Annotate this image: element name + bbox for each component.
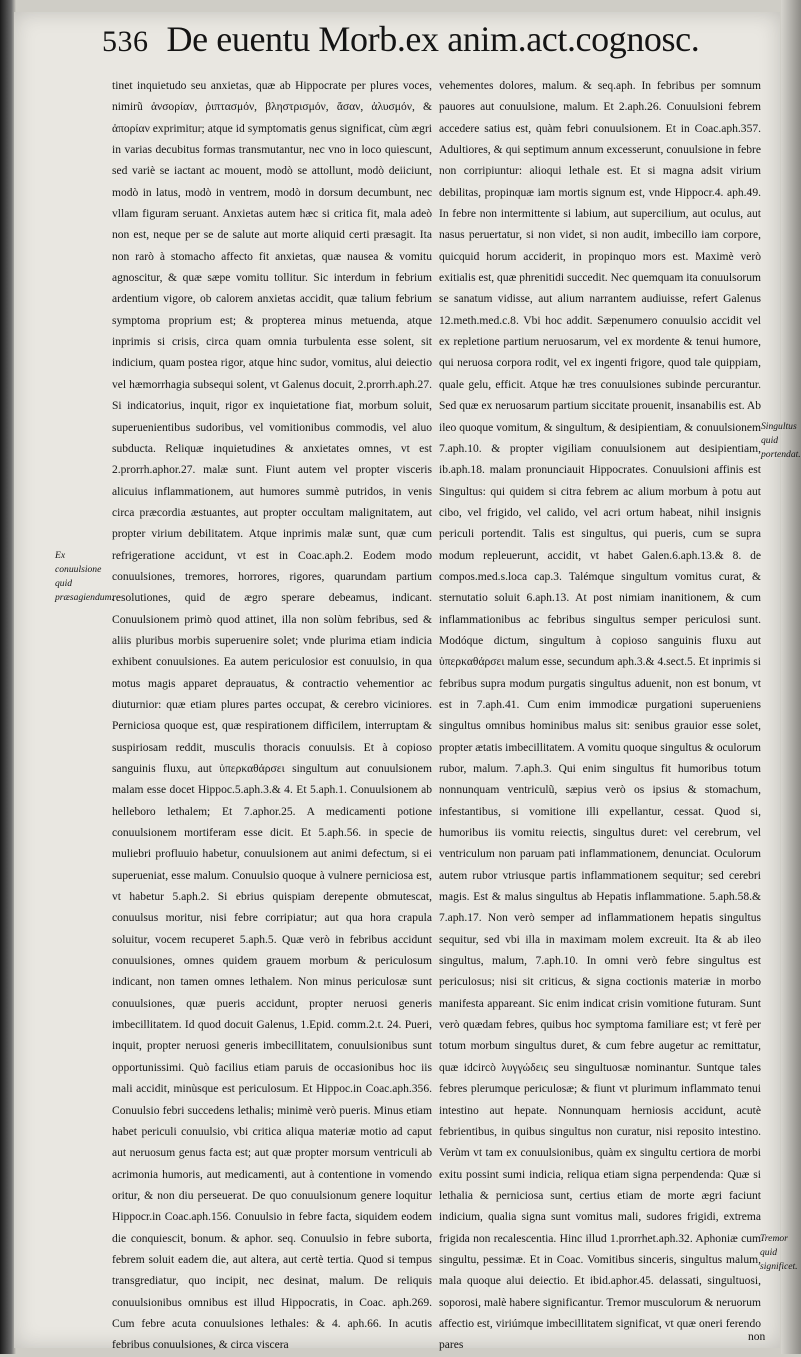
margin-note-tremor: Tremor quid significet. — [760, 1233, 798, 1272]
page-number: 536 — [102, 25, 149, 58]
catchword: non — [748, 1331, 766, 1343]
running-header — [102, 18, 782, 64]
margin-note-hiccup: Singultus quid portendat. — [761, 421, 801, 460]
running-title: De euentu Morb.ex anim.act.cognosc. — [166, 19, 700, 59]
left-column-text: tinet inquietudo seu anxietas, quæ ab Hippocrate per plures voces, nimirũ ἀνσορίαν, ῥιπτασμόν, βληστρισμόν, ἄσαν, ἀλυσμόν, & ἀπορίαν exprimitur; atque id symptomatis genus significat, cùm ægri in varias decubitus formas transmutantur, nec vno in loco quiescunt, sed variè se iactant ac mouent, modò se attollunt, modò deiiciunt, modò in latus, modò in ventrem, modò in dorsum decumbunt, nec vllam figuram seruant. Anxietas autem hæc si critica fit, mala adeò non est, neque per se de salute aut morte aliquid certi præsagit. Ita non rarò à stomacho affecto fit anxietas, quæ nausea & vomitu agnoscitur, & quæ sæpe vomitu tollitur. Sic interdum in febrium ardentium vigore, ob calorem anxietas accidit, quæ talium febrium symptoma proprium est; & propterea minus metuenda, atque inprimis si crisis, circa quam omnia turbulenta esse solent, sit indicium, quam postea rigor, atque hinc sudor, vomitus, alui deiectio vel hæmorrhagia subsequi solent, vt Galenus docuit, 2.prorrh.aph.27. Si indicatorius, inquit, rigor ex inquietatione fiat, morbum soluit, superuenientibus sudoribus, vel vomitionibus commodis, vel aluo subducta. Reliquæ inquietudines & anxietates omnes, vt est 2.prorrh.aphor.27. malæ sunt. Fiunt autem vel propter visceris alicuius inflammationem, aut humores summè putridos, in venis circa præcordia æstuantes, aut propter occultam malignitatem, aut propter virium debilitatem. Atque inprimis malæ sunt, quæ cum refrigeratione accidunt, vt est in Coac.aph.2. Eodem modo conuulsiones, tremores, horrores, rigores, quarundam partium resolutiones, quid de ægro sperare debeamus, indicant. Conuulsionem primò quod attinet, illa non solùm febribus, sed & aliis pluribus morbis superuenire solet; vnde plurima etiam indicia exhibent conuulsiones. Ea autem periculosior est conuulsio, in qua motus magis apparet deprauatus, & contractio vehementior ac diuturnior: quæ etiam plures partes occupat, & cerebro viciniores. Perniciosa quoque est, quæ respirationem difficilem, interruptam & suspiriosam reddit, musculis thoracis conuulsis. Et à copioso sanguinis fluxu, aut ὑπερκαθάρσει singultum aut conuulsionem malam esse docet Hippoc.5.aph.3.& 4. Et 5.aph.1. Conuulsionem ab helleboro lethalem; Et 7.aphor.25. A medicamenti potione conuulsionem mortiferam esse dicit. Et 5.aph.56. in specie de muliebri profluuio habetur, conuulsionem aut animi defectum, si ei superueniat, esse malum. Conuulsio quoque à vulnere perniciosa est, vt habetur 5.aph.2. Si ebrius quispiam derepente obmutescat, conuulsus moritur, nisi febre corripiatur; aut qua hora crapula soluitur, vocem recuperet 5.aph.5. Quæ verò in febribus accidunt conuulsiones, omnes quidem grauem morbum & periculosum indicant, non tamen omnes lethalem. Non minus periculosæ sunt conuulsiones, quæ pueris accidunt, propter neruosi generis imbecillitatem. Id quod docuit Galenus, 1.Epid. comm.2.t. 24. Pueri, inquit, propter neruosi generis imbecillitatem, conuulsionibus sunt opportunissimi. Quò facilius etiam paruis de occasionibus hoc iis mali accidit, minùsque est periculosum. Et Hippoc.in Coac.aph.356. Conuulsio febri succedens lethalis; minimè verò pueris. Minus etiam habet periculi conuulsio, vbi critica aliqua materiæ motio ad caput aut neruosum genus facta est; aut quæ propter morsum ventriculi ab acrimonia humoris, aut medicamenti, aut à contentione in vomendo oritur, & non diu perseuerat. De quo conuulsionum genere loquitur Hippocr.in Coac.aph.156. Conuulsio in febre facta, siquidem eodem die conquiescit, bonum. & aphor. seq. Conuulsio in febre suborta, febrem soluit eadem die, aut altera, aut certè tertia. Quod si tempus transgrediatur, quo incipit, nec desinat, malum. De reliquis conuulsionibus omnibus est illud Hippocratis, in Coac. aph.269. Cum febre acuta conuulsiones lethales: & 4. aph.66. In acutis febribus conuulsiones, & circa viscera — [112, 80, 432, 1352]
right-column — [439, 76, 761, 1352]
right-column-text: vehementes dolores, malum. & seq.aph. In febribus per somnum pauores aut conuulsione, malum. Et 2.aph.26. Conuulsioni febrem accedere satius est, quàm febri conuulsionem. Et in Coac.aph.357. Adultiores, & qui septimum annum excesserunt, conuulsione in febre non corripiuntur: alioqui lethale est. Et si magna adsit virium debilitas, propinquæ iam mortis signum est, vnde Hippocr.4. aph.49. In febre non intermittente si labium, aut supercilium, aut oculus, aut nasus peruertatur, si non videt, si non audit, imbecillo iam corpore, quicquid horum acciderit, in propinquo mors est. Maximè verò exitialis est, quæ phrenitidi succedit. Nec quemquam ita conuulsorum se sanatum vidisse, aut alium narrantem audiuisse, refert Galenus 12.meth.med.c.8. Vbi hoc addit. Sæpenumero conuulsio accidit vel ex repletione partium neruosarum, vel ex mordente & tenui humore, qui neruosa corpora rodit, vel ex ingenti frigore, quod tale quippiam, quale gelu, efficit. Atque hæ tres conuulsiones subinde percurantur. Sed quæ ex neruosarum partium siccitate prouenit, insanabilis est. Ab ileo quoque vomitum, & singultum, & desipientiam, & conuulsionem 7.aph.10. & propter vigiliam conuulsionem aut desipientiam, ib.aph.18. malam pronunciauit Hippocrates. Conuulsioni affinis est Singultus: qui quidem si citra febrem ac alium morbum à potu aut cibo, vel frigido, vel calido, vel acri ortum habeat, nihil insignis periculi portendit. Talis est singultus, qui pueris, cum se supra modum repleuerunt, accidit, vt habet Galen.6.aph.13.& 8. de compos.med.s.loca cap.3. Talémque singultum vomitus curat, & sternutatio soluit 6.aph.13. At post nimiam inanitionem, & cum inflammationibus ac febribus singultus semper periculosi sunt. Modóque dictum, singultum à copioso sanguinis fluxu aut ὑπερκαθάρσει malum esse, secundum aph.3.& 4.sect.5. Et inprimis si febribus supra modum purgatis singultus aduenit, non est bonum, vt est in 7.aph.41. Cum enim immodicæ purgationi superueniens singultus omnibus hominibus malus sit: senibus grauior esse solet, propter ætatis imbecillitatem. A vomitu quoque singultus & oculorum rubor, malum. 7.aph.3. Qui enim singultus fit humoribus totum nonnunquam ventriculũ, sæpius verò os ipsius & stomachum, infestantibus, si vomitione illi expellantur, cessat. Quod si, humoribus iis vomitu reiectis, singultus duret: vel cerebrum, vel ventriculum non paruam pati inflammationem, denunciat. Oculorum autem rubor vtriusque partis inflammationem sequitur; sed cerebri magis. Est & malus singultus ab Hepatis inflammatione. 5.aph.58.& 7.aph.17. Non verò semper ad inflammationem hepatis singultus sequitur, sed vbi illa in maximam molem excreuit. Ita & ab ileo singultus, malum, 7.aph.10. In omni verò febre singultus est periculosus; nisi sit criticus, & signa coctionis materiæ in morbo manifesta appareant. Sic enim indicat crisin vomitione futuram. Sunt verò quædam febres, quibus hoc symptoma familiare est; vt ferè per totum morbum singultus duret, & cum febre augetur ac remittatur, quæ idcircò λυγγώδεις seu singultuosæ nominantur. Suntque tales febres plerumque periculosæ; & fiunt vt plurimum inflammato tenui intestino aut hepate. Nonnunquam herniosis accidunt, acutè febrientibus, in quibus singultus non curatur, nisi reposito intestino. Verùm vt tam ex conuulsionibus, quàm ex singultu certiora de morbi exitu possint sumi indicia, reliqua etiam signa perpendenda: Quæ si lethalia & perniciosa sunt, certius etiam de morte ægri faciunt indicium, qualia signa sunt vomitus mali, sudores frigidi, extrema frigida non recalescentia. Hinc illud 1.prorrhet.aph.32. Aphoniæ cum singultu, pessimæ. Et in Coac. Vomitibus sinceris, singultus malum, mala quoque alui deiectio. Et ibid.aphor.45. delassati, singultuosi, soporosi, malè habere significantur. Tremor musculorum & neruorum affectio est, viriúmque imbecillitatem significat, vt quæ oneri ferendo pares — [439, 80, 761, 1352]
page-edge — [781, 0, 801, 1354]
left-column — [112, 76, 432, 1352]
margin-note-convulsion: Ex conuulsione quid præsagiendum. — [55, 550, 114, 603]
